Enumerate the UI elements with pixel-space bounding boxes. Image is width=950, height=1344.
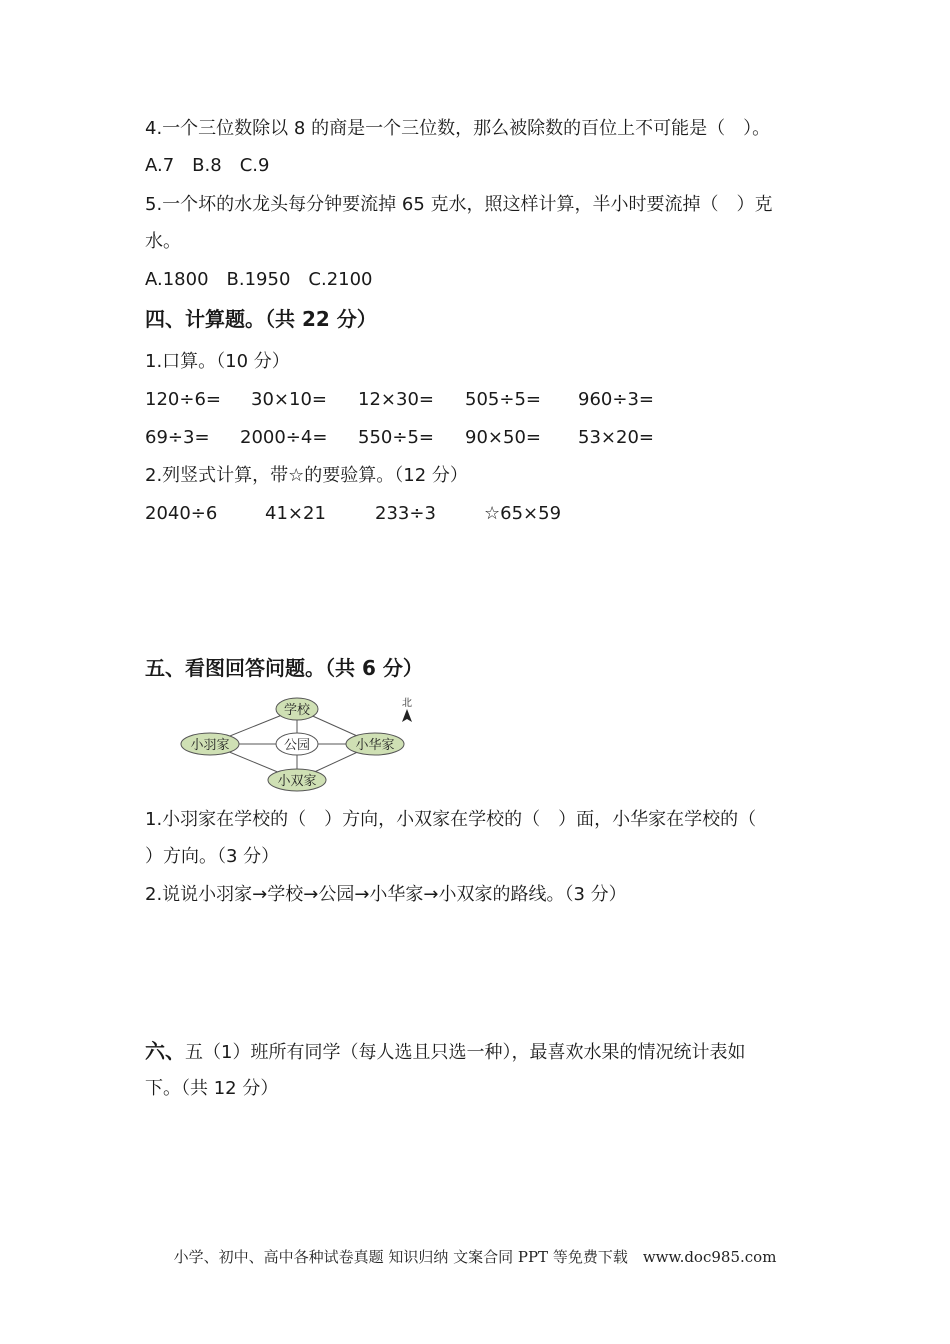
- node-xiaoshuang: [268, 769, 326, 791]
- vertical-item: ☆65×59: [484, 503, 562, 524]
- footer: 小学、初中、高中各种试卷真题 知识归纳 文案合同 PPT 等免费下载 www.doc985.com: [173, 1248, 777, 1266]
- node-xiaohua: [346, 733, 404, 755]
- oral-item: 90×50=: [465, 427, 541, 448]
- oral-item: 960÷3=: [578, 389, 654, 410]
- section6-text: 五（1）班所有同学（每人选且只选一种），最喜欢水果的情况统计表如: [185, 1042, 746, 1063]
- direction-map: [175, 690, 425, 802]
- north-arrow-icon: [402, 697, 412, 722]
- vertical-item: 233÷3: [375, 503, 436, 524]
- oral-item: 69÷3=: [145, 427, 210, 448]
- section4-sub1: 1.口算。（10 分）: [145, 351, 290, 372]
- oral-item: 550÷5=: [358, 427, 434, 448]
- oral-item: 120÷6=: [145, 389, 221, 410]
- node-school: [276, 698, 318, 720]
- section6-line2: 下。（共 12 分）: [145, 1078, 279, 1099]
- section6-label: 六、: [145, 1039, 185, 1063]
- oral-item: 12×30=: [358, 389, 434, 410]
- north-label: 北: [402, 698, 412, 709]
- vertical-item: 2040÷6: [145, 503, 218, 524]
- vertical-item: 41×21: [265, 503, 326, 524]
- section4-sub2: 2.列竖式计算，带☆的要验算。（12 分）: [145, 465, 468, 486]
- q4-options: A.7 B.8 C.9: [145, 155, 270, 176]
- oral-item: 53×20=: [578, 427, 654, 448]
- section5-q1-line2: ）方向。（3 分）: [145, 846, 280, 867]
- section5-q2: 2.说说小羽家→学校→公园→小华家→小双家的路线。（3 分）: [145, 884, 627, 905]
- q5-stem-line1: 5.一个坏的水龙头每分钟要流掉 65 克水，照这样计算，半小时要流掉（ ）克: [145, 194, 773, 215]
- node-label: 小华家: [355, 738, 395, 753]
- node-label: 公园: [283, 738, 311, 753]
- section5-title: 五、看图回答问题。（共 6 分）: [145, 656, 423, 680]
- section4-title: 四、计算题。（共 22 分）: [145, 307, 377, 331]
- node-label: 小羽家: [190, 738, 230, 753]
- node-label: 学校: [283, 703, 311, 718]
- node-park: [276, 733, 318, 755]
- q4-stem: 4.一个三位数除以 8 的商是一个三位数，那么被除数的百位上不可能是（ ）。: [145, 118, 771, 139]
- node-xiaoyu: [181, 733, 239, 755]
- oral-item: 505÷5=: [465, 389, 541, 410]
- oral-item: 30×10=: [251, 389, 327, 410]
- section6-line1: [145, 1039, 745, 1065]
- node-label: 小双家: [277, 774, 317, 789]
- oral-item: 2000÷4=: [240, 427, 328, 448]
- section5-q1-line1: 1.小羽家在学校的（ ）方向，小双家在学校的（ ）面，小华家在学校的（: [145, 809, 757, 830]
- q5-stem-line2: 水。: [145, 231, 181, 252]
- q5-options: A.1800 B.1950 C.2100: [145, 269, 373, 290]
